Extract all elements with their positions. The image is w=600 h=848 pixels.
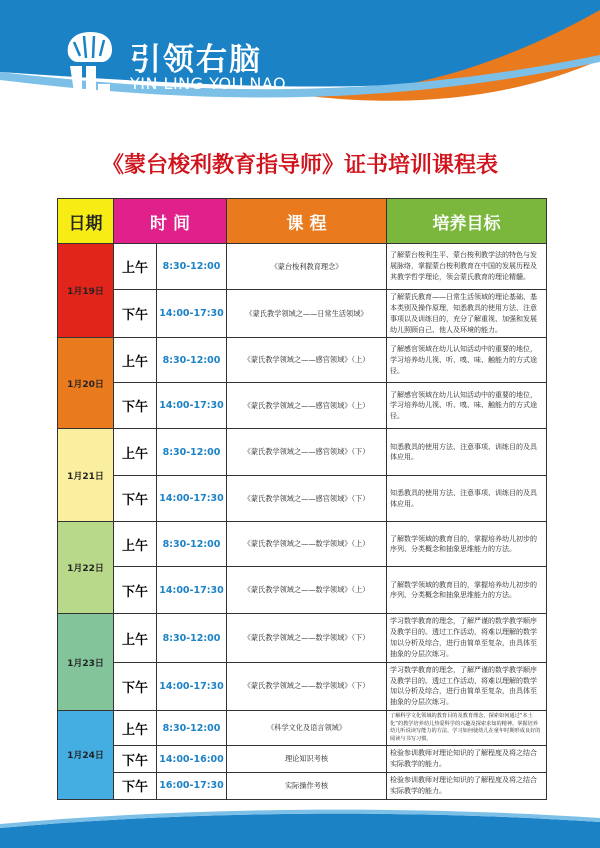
header-time: 时 间 <box>114 199 227 244</box>
time-cell: 8:30-12:00 <box>157 711 227 746</box>
period-cell: 上午 <box>114 244 157 290</box>
footer-wave <box>0 808 600 848</box>
date-cell: 1月19日 <box>58 244 114 338</box>
brand-logo <box>60 26 120 96</box>
date-cell: 1月20日 <box>58 338 114 429</box>
table-row <box>58 383 547 429</box>
table-row <box>58 290 547 338</box>
course-cell: 实际操作考核 <box>227 772 387 799</box>
course-cell: 理论知识考核 <box>227 746 387 773</box>
time-cell: 14:00-17:30 <box>157 662 227 710</box>
course-cell: 《蒙氏教学领域之——数学领域》（上） <box>227 567 387 614</box>
goal-cell: 检验参训教师对理论知识的了解程度及将之结合实际教学的能力。 <box>387 746 547 773</box>
period-cell: 下午 <box>114 772 157 799</box>
period-cell: 下午 <box>114 746 157 773</box>
goal-cell: 了解蒙氏教育——日常生活领域的理论基础、基本类别及操作原理，知悉教具的使用方法、注意事项以及训练目的，充分了解重视、加强和发展幼儿照顾自己、他人及环境的能力。 <box>387 290 547 338</box>
time-cell: 8:30-12:00 <box>157 244 227 290</box>
table-row <box>58 429 547 476</box>
period-cell: 下午 <box>114 290 157 338</box>
goal-cell: 了解蒙台梭利生平、蒙台梭利教学法的特色与发展脉络，掌握蒙台梭利教育在中国的发展历程及其教学哲学理论，领会蒙氏教育的理论精髓。 <box>387 244 547 290</box>
course-cell: 《科学文化及语言领域》 <box>227 711 387 746</box>
goal-cell: 检验参训教师对理论知识的了解程度及将之结合实际教学的能力。 <box>387 772 547 799</box>
date-cell: 1月21日 <box>58 429 114 522</box>
table-row <box>58 567 547 614</box>
period-cell: 下午 <box>114 383 157 429</box>
header-course: 课 程 <box>227 199 387 244</box>
course-cell: 《蒙氏教学领域之——感官领域》（上） <box>227 338 387 383</box>
goal-cell: 学习数学教育的理念，了解严谨的数学教学顺序及教学目的。透过工作活动，将难以理解的数学加以分析及综合，进行由简单至复杂，由具体至抽象的分层次练习。 <box>387 662 547 710</box>
course-cell: 《蒙氏教学领域之——数学领域》（上） <box>227 522 387 567</box>
period-cell: 下午 <box>114 476 157 522</box>
table-row <box>58 662 547 710</box>
period-cell: 上午 <box>114 338 157 383</box>
course-cell: 《蒙氏教学领域之——感官领域》（上） <box>227 383 387 429</box>
course-cell: 《蒙氏教学领域之——感官领域》（下） <box>227 429 387 476</box>
goal-cell: 知悉教具的使用方法、注意事项、训练目的及具体应用。 <box>387 429 547 476</box>
header-date: 日期 <box>58 199 114 244</box>
time-cell: 16:00-17:30 <box>157 772 227 799</box>
course-cell: 《蒙氏教学领域之——数学领域》（下） <box>227 662 387 710</box>
table-header-row <box>58 199 547 244</box>
time-cell: 8:30-12:00 <box>157 429 227 476</box>
table-row <box>58 244 547 290</box>
date-cell: 1月24日 <box>58 711 114 800</box>
course-cell: 《蒙氏教学领域之——数学领域》（下） <box>227 614 387 662</box>
table-row <box>58 522 547 567</box>
period-cell: 上午 <box>114 429 157 476</box>
table-row <box>58 772 547 799</box>
course-cell: 《蒙氏教学领域之——日常生活领域》 <box>227 290 387 338</box>
date-cell: 1月23日 <box>58 614 114 711</box>
goal-cell: 了解数学领域的教育目的，掌握培养幼儿初步的序列、分类概念和抽象思维能力的方法。 <box>387 522 547 567</box>
period-cell: 下午 <box>114 567 157 614</box>
goal-cell: 了解感官领域在幼儿认知活动中的重要的地位，学习培养幼儿视、听、嗅、味、触能力的方式途径。 <box>387 338 547 383</box>
period-cell: 下午 <box>114 662 157 710</box>
time-cell: 14:00-17:30 <box>157 476 227 522</box>
course-cell: 《蒙氏教学领域之——感官领域》（下） <box>227 476 387 522</box>
goal-cell: 知悉教具的使用方法、注意事项、训练目的及具体应用。 <box>387 476 547 522</box>
time-cell: 8:30-12:00 <box>157 522 227 567</box>
time-cell: 14:00-16:00 <box>157 746 227 773</box>
goal-cell: 了解感官领域在幼儿认知活动中的重要的地位，学习培养幼儿视、听、嗅、味、触能力的方式途径。 <box>387 383 547 429</box>
table-row <box>58 746 547 773</box>
goal-cell: 了解数学领域的教育目的，掌握培养幼儿初步的序列、分类概念和抽象思维能力的方法。 <box>387 567 547 614</box>
period-cell: 上午 <box>114 711 157 746</box>
period-cell: 上午 <box>114 614 157 662</box>
table-row <box>58 614 547 662</box>
table-row <box>58 476 547 522</box>
time-cell: 14:00-17:30 <box>157 290 227 338</box>
period-cell: 上午 <box>114 522 157 567</box>
goal-cell: 了解科学文化领域的教育目的及教育理念，探索如何通过“本土化”的教学培养幼儿热爱科学的兴趣及探索求知的精神。掌握培养幼儿听说读写能力的方法，学习如何使幼儿在童年时期形成良好的阅读与书写习惯。 <box>387 711 547 746</box>
time-cell: 14:00-17:30 <box>157 383 227 429</box>
table-row <box>58 711 547 746</box>
time-cell: 8:30-12:00 <box>157 614 227 662</box>
schedule-table <box>57 198 547 800</box>
time-cell: 8:30-12:00 <box>157 338 227 383</box>
brand-name-cn: 引领右脑 <box>130 42 262 78</box>
page-title: 《蒙台梭利教育指导师》证书培训课程表 <box>101 152 498 178</box>
table-row <box>58 338 547 383</box>
goal-cell: 学习数学教育的理念，了解严谨的数学教学顺序及教学目的。透过工作活动，将难以理解的数学加以分析及综合，进行由简单至复杂，由具体至抽象的分层次练习。 <box>387 614 547 662</box>
header-goal: 培养目标 <box>387 199 547 244</box>
time-cell: 14:00-17:30 <box>157 567 227 614</box>
course-cell: 《蒙台梭利教育理念》 <box>227 244 387 290</box>
brand-name-en: YIN LING YOU NAO <box>130 74 287 93</box>
date-cell: 1月22日 <box>58 522 114 614</box>
